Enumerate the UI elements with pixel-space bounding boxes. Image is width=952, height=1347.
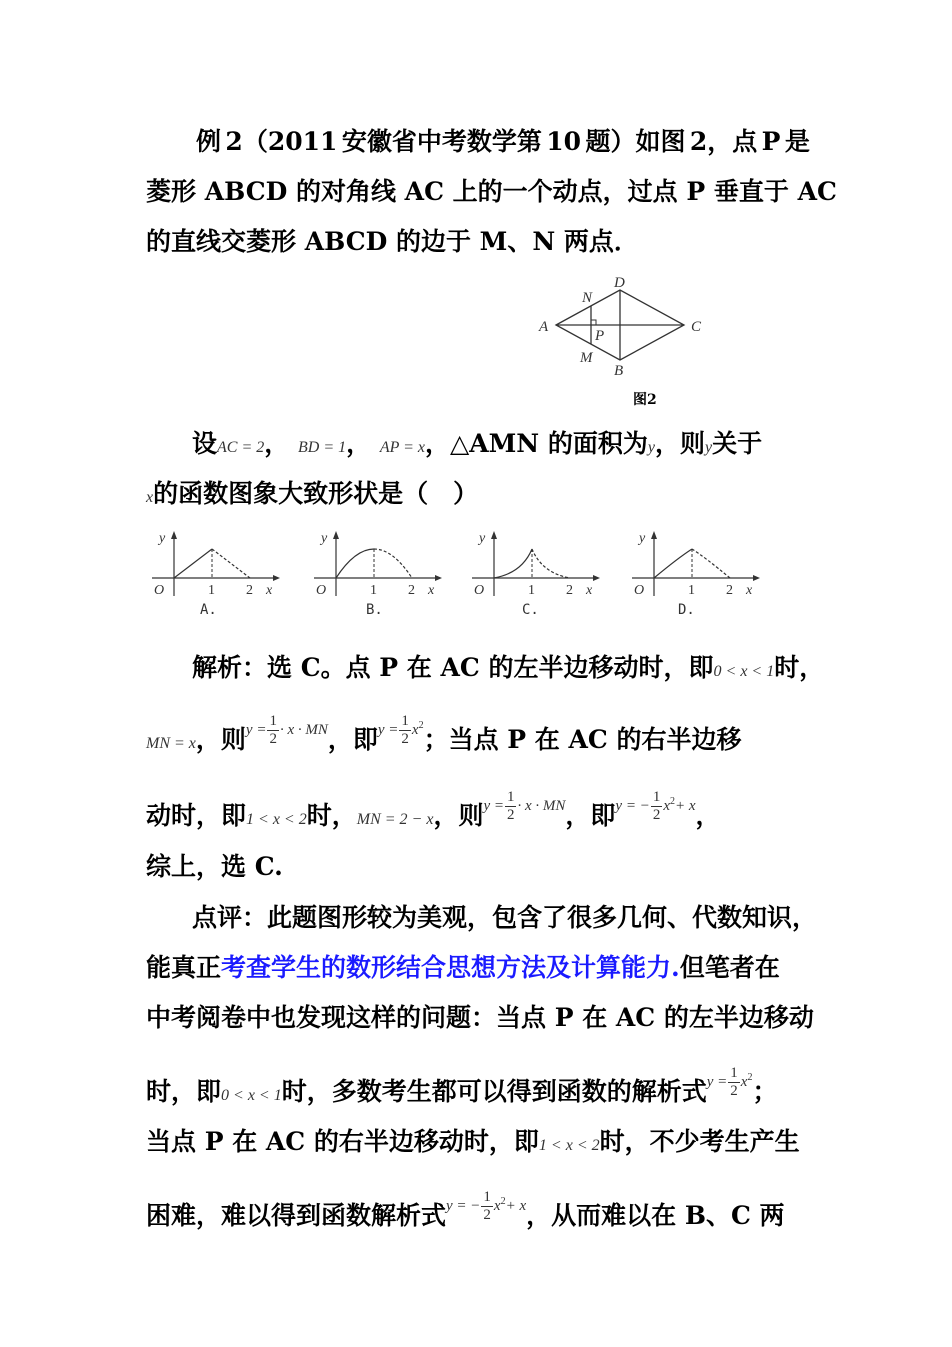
math-y: y xyxy=(705,439,713,456)
math-term: · x · MN xyxy=(517,798,566,814)
numerator: 1 xyxy=(269,713,277,730)
numerator: 1 xyxy=(506,789,515,806)
solution-text: ；当点 P 在 AC 的右半边移 xyxy=(423,725,742,754)
math-mn: MN = x xyxy=(146,735,196,752)
solution-line-2 xyxy=(146,713,810,762)
label-a: A xyxy=(539,319,549,335)
comment-line-2 xyxy=(146,952,810,984)
question-text: ，则 xyxy=(654,429,705,458)
fraction-half xyxy=(505,789,517,824)
tick-label-1: 1 xyxy=(208,583,215,598)
math-y: y = xyxy=(706,1074,728,1090)
numerator: 1 xyxy=(652,789,661,806)
formula-area-left xyxy=(246,713,328,748)
tick-label-1: 1 xyxy=(370,583,377,598)
denominator: 2 xyxy=(269,731,277,748)
label-b: B xyxy=(614,363,624,379)
axis-label-y: y xyxy=(639,531,646,546)
comment-text: 时，不少考生产生 xyxy=(599,1127,800,1156)
intro-line-3: 的直线交菱形 ABCD 的边于 M、N 两点． xyxy=(146,227,639,256)
numerator: 1 xyxy=(483,1189,491,1206)
numerator: 1 xyxy=(401,713,409,730)
math-term: · x · MN xyxy=(279,722,328,738)
question-line-1 xyxy=(192,428,810,464)
question-line-2 xyxy=(146,478,810,514)
formula-area-right xyxy=(483,789,565,824)
origin-label: O xyxy=(474,583,485,598)
math-x: x xyxy=(146,489,154,506)
question-text: ，△AMN 的面积为 xyxy=(425,429,648,458)
axis-label-y: y xyxy=(159,531,166,546)
math-range: 0 < x < 1 xyxy=(221,1087,282,1104)
label-c: C xyxy=(691,319,702,335)
formula-neg-half-x-squared xyxy=(446,1186,526,1224)
solution-text: ，则 xyxy=(433,801,484,830)
comment-line-6 xyxy=(146,1189,810,1238)
tick-label-2: 2 xyxy=(726,583,733,598)
math-ac: AC = 2 xyxy=(217,439,265,456)
math-ap: AP = x xyxy=(379,439,426,456)
option-label-d: D. xyxy=(678,602,695,618)
math-term: + x xyxy=(505,1198,527,1214)
question-text: ， xyxy=(264,429,290,458)
denominator: 2 xyxy=(730,1083,738,1100)
solution-text: ， xyxy=(695,801,721,830)
origin-label: O xyxy=(316,583,327,598)
math-y: y = − xyxy=(446,1198,481,1214)
label-m: M xyxy=(580,350,593,366)
fraction-half xyxy=(267,713,279,748)
rhombus-figure xyxy=(534,276,724,380)
comment-text: 时，多数考生都可以得到函数的解析式 xyxy=(281,1077,707,1106)
denominator: 2 xyxy=(506,807,515,824)
solution-text: 动时，即 xyxy=(146,801,247,830)
origin-label: O xyxy=(634,583,645,598)
solution-text: 解析：选 C。点 P 在 AC 的左半边移动时，即 xyxy=(192,653,714,682)
math-term: + x xyxy=(675,798,696,814)
solution-line-1 xyxy=(192,652,825,688)
axis-label-x: x xyxy=(586,583,593,598)
formula-half-x-squared xyxy=(378,710,424,748)
label-d: D xyxy=(614,276,625,291)
solution-text: ，则 xyxy=(195,725,246,754)
exponent: 2 xyxy=(670,796,675,807)
intro-line-1 xyxy=(196,126,810,158)
exponent: 2 xyxy=(747,1072,753,1083)
right-angle-mark xyxy=(591,320,596,325)
math-range: 1 < x < 2 xyxy=(538,1137,600,1154)
axis-label-x: x xyxy=(746,583,753,598)
highlighted-text: 考查学生的数形结合思想方法及计算能力. xyxy=(221,953,680,982)
axis-label-x: x xyxy=(266,583,273,598)
comment-text: 能真正 xyxy=(146,953,222,982)
comment-line-5 xyxy=(146,1126,810,1162)
fraction-half xyxy=(728,1065,740,1100)
math-y: y = xyxy=(245,722,267,738)
tick-label-1: 1 xyxy=(528,583,535,598)
intro-line-2: 菱形 ABCD 的对角线 AC 上的一个动点，过点 P 垂直于 AC xyxy=(146,177,837,206)
math-x: x xyxy=(740,1074,748,1090)
denominator: 2 xyxy=(483,1207,491,1224)
fraction-half xyxy=(399,713,411,748)
question-text: 的函数图象大致形状是（ ） xyxy=(153,479,479,508)
origin-label: O xyxy=(154,583,165,598)
label-n: N xyxy=(582,290,593,306)
label-p: P xyxy=(595,328,605,344)
option-graph-a xyxy=(150,528,282,600)
intro-word: P xyxy=(761,127,781,156)
comment-text: 时，即 xyxy=(146,1077,222,1106)
option-graph-b xyxy=(312,528,444,600)
intro-word: 10 xyxy=(546,127,582,156)
formula-neg-half-x-squared xyxy=(615,786,695,824)
option-label-c: C. xyxy=(522,602,539,618)
math-y: y = xyxy=(377,722,399,738)
question-text: 关于 xyxy=(712,429,763,458)
axis-label-y: y xyxy=(321,531,328,546)
option-graph-d xyxy=(630,528,762,600)
solution-text: 时， xyxy=(774,653,825,682)
exponent: 2 xyxy=(500,1196,506,1207)
math-range: 1 < x < 2 xyxy=(246,811,307,828)
tick-label-2: 2 xyxy=(566,583,573,598)
option-graph-c xyxy=(470,528,602,600)
numerator: 1 xyxy=(730,1065,738,1082)
solution-text: ，即 xyxy=(327,725,378,754)
intro-word: 2，点 xyxy=(689,127,758,156)
intro-word: 安徽省中考数学第 xyxy=(341,127,542,156)
tick-label-2: 2 xyxy=(408,583,415,598)
axis-label-y: y xyxy=(479,531,486,546)
axis-label-x: x xyxy=(428,583,435,598)
intro-word: 例 xyxy=(196,127,222,156)
intro-word: 是 xyxy=(784,127,810,156)
intro-word: 题）如图 xyxy=(585,127,686,156)
option-label-a: A. xyxy=(200,602,217,618)
comment-text: 当点 P 在 AC 的右半边移动时，即 xyxy=(146,1127,539,1156)
comment-text: 困难，难以得到函数解析式 xyxy=(146,1201,447,1230)
denominator: 2 xyxy=(401,731,409,748)
intro-word: 2（2011 xyxy=(225,127,338,156)
comment-text: ，从而难以在 B、C 两 xyxy=(526,1201,785,1230)
math-x: x xyxy=(411,722,419,738)
solution-line-3 xyxy=(146,789,810,838)
question-text: ， xyxy=(346,429,372,458)
comment-text: ； xyxy=(752,1077,778,1106)
math-y: y = xyxy=(483,798,504,814)
comment-line-4 xyxy=(146,1065,810,1114)
figure-caption: 图2 xyxy=(633,392,657,408)
tick-label-2: 2 xyxy=(246,583,253,598)
solution-text: ，即 xyxy=(565,801,616,830)
tick-label-1: 1 xyxy=(688,583,695,598)
math-bd: BD = 1 xyxy=(298,439,347,456)
solution-line-4: 综上，选 C. xyxy=(146,852,283,881)
math-x: x xyxy=(493,1198,501,1214)
comment-text: 但笔者在 xyxy=(679,953,780,982)
denominator: 2 xyxy=(652,807,661,824)
comment-line-3: 中考阅卷中也发现这样的问题：当点 P 在 AC 的左半边移动 xyxy=(146,1003,814,1032)
fraction-half xyxy=(481,1189,493,1224)
math-mn: MN = 2 − x xyxy=(356,811,434,828)
fraction-half xyxy=(651,789,663,824)
option-label-b: B. xyxy=(366,602,383,618)
math-range: 0 < x < 1 xyxy=(713,663,775,680)
exponent: 2 xyxy=(418,720,424,731)
solution-text: 时， xyxy=(306,801,357,830)
math-y: y xyxy=(647,439,655,456)
math-y: y = − xyxy=(615,798,650,814)
formula-half-x-squared xyxy=(707,1062,753,1100)
comment-line-1: 点评：此题图形较为美观，包含了很多几何、代数知识， xyxy=(192,903,818,932)
question-text: 设 xyxy=(192,429,218,458)
math-x: x xyxy=(663,798,670,814)
